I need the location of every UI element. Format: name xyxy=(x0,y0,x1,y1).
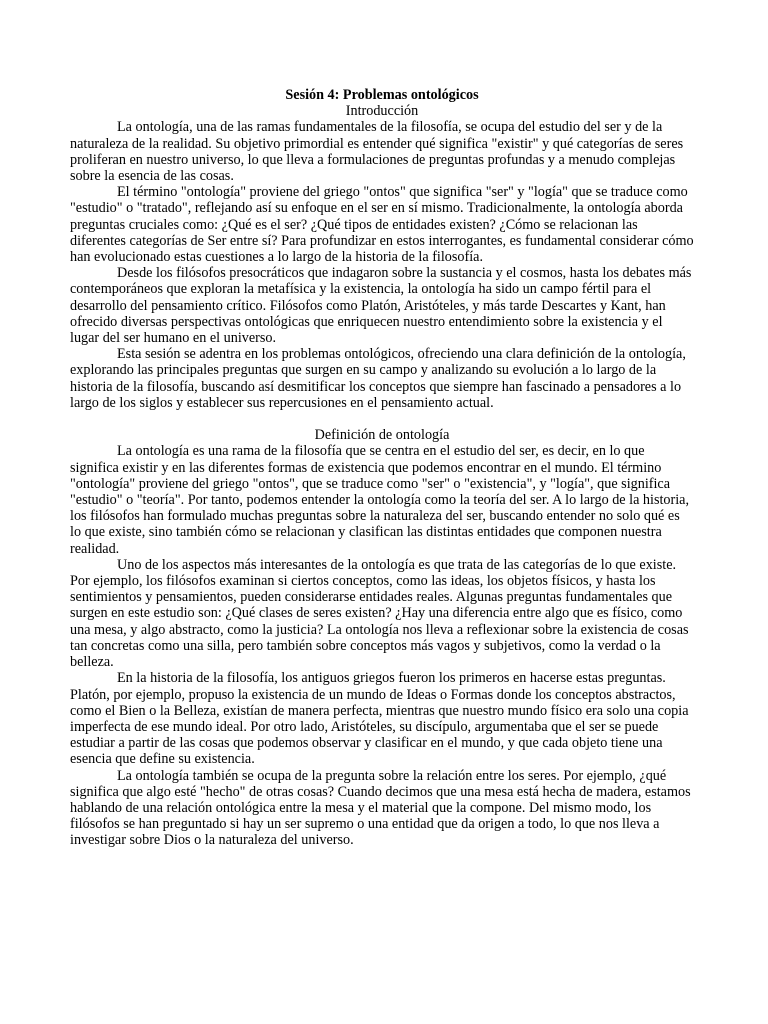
document-title: Sesión 4: Problemas ontológicos xyxy=(285,87,479,103)
paragraph: La ontología también se ocupa de la pregunta sobre la relación entre los seres. Por ejemplo, ¿qué significa que algo esté "hecho" de otras cosas? Cuando decimos que una mesa está hecha de madera, estamos hablando de una relación ontológica entre la mesa y el material que la compone. Del mismo modo, los filósofos se han preguntado si hay un ser supremo o una entidad que da origen a todo, lo que nos lleva a investigar sobre Dios o la naturaleza del universo. xyxy=(70,767,691,849)
section-heading-definition: Definición de ontología xyxy=(314,427,450,444)
paragraph: La ontología es una rama de la filosofía que se centra en el estudio del ser, es decir, en lo que significa existir y en las diferentes formas de existencia que podemos encontrar en el mundo. El término "ontología" proviene del griego "ontos", que se traduce como "ser" o "existencia", y "logía", que significa "estudio" o "teoría". Por tanto, podemos entender la ontología como la teoría del ser. A lo largo de la historia, los filósofos han formulado muchas preguntas sobre la naturaleza del ser, buscando entender no solo qué es lo que existe, sino también cómo se relacionan y clasifican las distintas entidades que componen nuestra realidad. xyxy=(70,443,690,557)
section-introduction xyxy=(70,103,694,411)
section-spacer xyxy=(70,411,694,427)
paragraph: Esta sesión se adentra en los problemas ontológicos, ofreciendo una clara definición de la ontología, explorando las principales preguntas que surgen en su campo y analizando su evolución a lo largo de la historia de la filosofía, buscando así desmitificar los conceptos que siempre han fascinado a pensadores a lo largo de los siglos y establecer sus repercusiones en el pensamiento actual. xyxy=(70,346,686,411)
section-definition xyxy=(70,427,694,848)
paragraph: Desde los filósofos presocráticos que indagaron sobre la sustancia y el cosmos, hasta los debates más contemporáneos que exploran la metafísica y la existencia, la ontología ha sido un campo fértil para el desarrollo del pensamiento crítico. Filósofos como Platón, Aristóteles, y más tarde Descartes y Kant, han ofrecido diversas perspectivas ontológicas que enriquecen nuestro entendimiento sobre la existencia y el lugar del ser humano en el universo. xyxy=(70,265,692,347)
paragraph: La ontología, una de las ramas fundamentales de la filosofía, se ocupa del estudio del ser y de la naturaleza de la realidad. Su objetivo primordial es entender qué significa "existir" y qué categorías de seres proliferan en nuestro universo, lo que lleva a formulaciones de preguntas profundas y a menudo complejas sobre la esencia de las cosas. xyxy=(70,119,684,185)
paragraph: El término "ontología" proviene del griego "ontos" que significa "ser" y "logía" que se traduce como "estudio" o "tratado", reflejando así su enfoque en el ser en sí mismo. Tradicionalmente, la ontología aborda preguntas cruciales como: ¿Qué es el ser? ¿Qué tipos de entidades existen? ¿Cómo se relacionan las diferentes categorías de Ser entre sí? Para profundizar en estos interrogantes, es fundamental considerar cómo han evolucionado estas cuestiones a lo largo de la historia de la filosofía. xyxy=(70,184,694,266)
document-page xyxy=(70,87,694,849)
paragraph: Uno de los aspectos más interesantes de la ontología es que trata de las categorías de lo que existe. Por ejemplo, los filósofos examinan si ciertos conceptos, como las ideas, los objetos físicos, y hasta los sentimientos y pensamientos, pueden considerarse entidades reales. Algunas preguntas fundamentales que surgen en este estudio son: ¿Qué clases de seres existen? ¿Hay una diferencia entre algo que es físico, como una mesa, y algo abstracto, como la justicia? La ontología nos lleva a reflexionar sobre la existencia de cosas tan concretas como una silla, pero también sobre conceptos más vagos y subjetivos, como la verdad o la belleza. xyxy=(70,556,689,671)
paragraph: En la historia de la filosofía, los antiguos griegos fueron los primeros en hacerse estas preguntas. Platón, por ejemplo, propuso la existencia de un mundo de Ideas o Formas donde los conceptos abstractos, como el Bien o la Belleza, existían de manera perfecta, mientras que nuestro mundo físico era solo una copia imperfecta de ese mundo ideal. Por otro lado, Aristóteles, su discípulo, argumentaba que el ser se puede estudiar a partir de las cosas que podemos observar y clasificar en el mundo, y que cada objeto tiene una esencia que define su existencia. xyxy=(70,670,689,768)
section-heading-introduction: Introducción xyxy=(345,103,419,120)
